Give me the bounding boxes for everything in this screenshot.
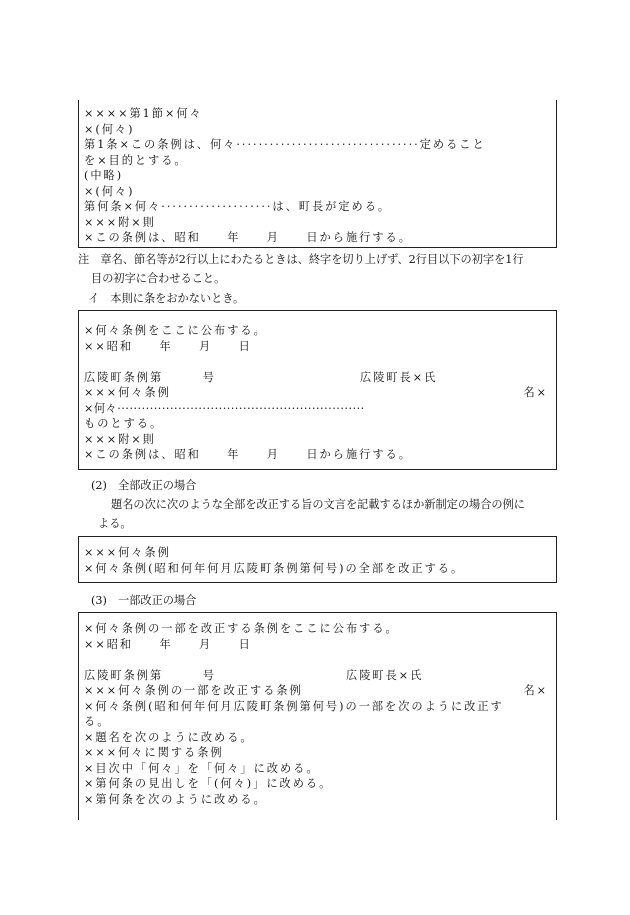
example-box-no-article	[78, 310, 557, 470]
example-box-full-revision	[78, 536, 557, 583]
box4-line: ×第何条を次のように改める。	[84, 792, 267, 806]
section-2-para-2: よる。	[98, 517, 132, 530]
mayor-name: 名×	[523, 386, 548, 399]
section-2-para-1: 題名の次に次のような全部を改正する旨の文言を記載するほか新制定の場合の例に	[111, 498, 525, 511]
box1-line: ×××附×則	[84, 215, 156, 229]
box4-line: ×題名を次のように改める。	[84, 730, 254, 744]
box4-line: る。	[84, 715, 111, 728]
box4-line: ×××何々条例の一部を改正する条例	[84, 684, 303, 697]
mayor-label: 広陵町長×氏	[360, 370, 438, 384]
box2-line: ×××何々条例	[84, 386, 171, 399]
box4-line: ××昭和 年 月 日	[84, 637, 252, 651]
box2-line: ××昭和 年 月 日	[84, 339, 252, 353]
box3-line: ×何々条例(昭和何年何月広陵町条例第何号)の全部を改正する。	[84, 561, 465, 575]
example-box-chapter	[78, 100, 557, 248]
box1-line: ××××第1節×何々	[84, 107, 203, 120]
box1-line: 第何条×何々····················は、町長が定める。	[84, 200, 392, 213]
box3-line: ×××何々条例	[84, 546, 171, 559]
box4-line: 広陵町条例第 号	[84, 668, 216, 682]
box2-line: ×この条例は、昭和 年 月 日から施行する。	[84, 448, 412, 461]
box2-line: ×何々条例をここに公布する。	[84, 324, 267, 337]
item-i-heading: イ 本則に条をおかないとき。	[88, 292, 245, 305]
box1-line: 第1条×この条例は、何々·································定めること	[84, 138, 486, 151]
box1-line: ×(何々)	[84, 122, 135, 136]
box4-line: ×第何条の見出しを「(何々)」に改める。	[84, 777, 333, 790]
box2-line: ×××附×則	[84, 432, 156, 446]
box4-line: ×××何々に関する条例	[84, 746, 224, 759]
note-line-1: 注 章名、節名等が2行以上にわたるときは、終字を切り上げず、2行目以下の初字を1行	[78, 253, 524, 266]
box4-line: ×何々条例(昭和何年何月広陵町条例第何号)の一部を次のように改正す	[84, 699, 504, 713]
box4-line: ×目次中「何々」を「何々」に改める。	[84, 761, 320, 775]
box1-line: ×(何々)	[84, 184, 135, 198]
box2-line: 広陵町条例第 号	[84, 370, 216, 384]
example-box-partial-revision	[78, 612, 557, 820]
box1-line: ×この条例は、昭和 年 月 日から施行する。	[84, 231, 412, 244]
note-line-2: 目の初字に合わせること。	[91, 272, 226, 285]
box4-line: ×何々条例の一部を改正する条例をここに公布する。	[84, 622, 399, 635]
section-3-heading: (3) 一部改正の場合	[91, 594, 197, 607]
mayor-label: 広陵町長×氏	[346, 668, 424, 682]
section-2-heading: (2) 全部改正の場合	[91, 479, 197, 492]
box2-line: ものとする。	[84, 417, 164, 430]
box2-line: ×何々·····························································	[84, 401, 365, 415]
box1-line: を×目的とする。	[84, 153, 188, 167]
mayor-name: 名×	[523, 684, 548, 697]
box1-text	[84, 106, 486, 246]
box1-line: (中略)	[84, 169, 124, 182]
